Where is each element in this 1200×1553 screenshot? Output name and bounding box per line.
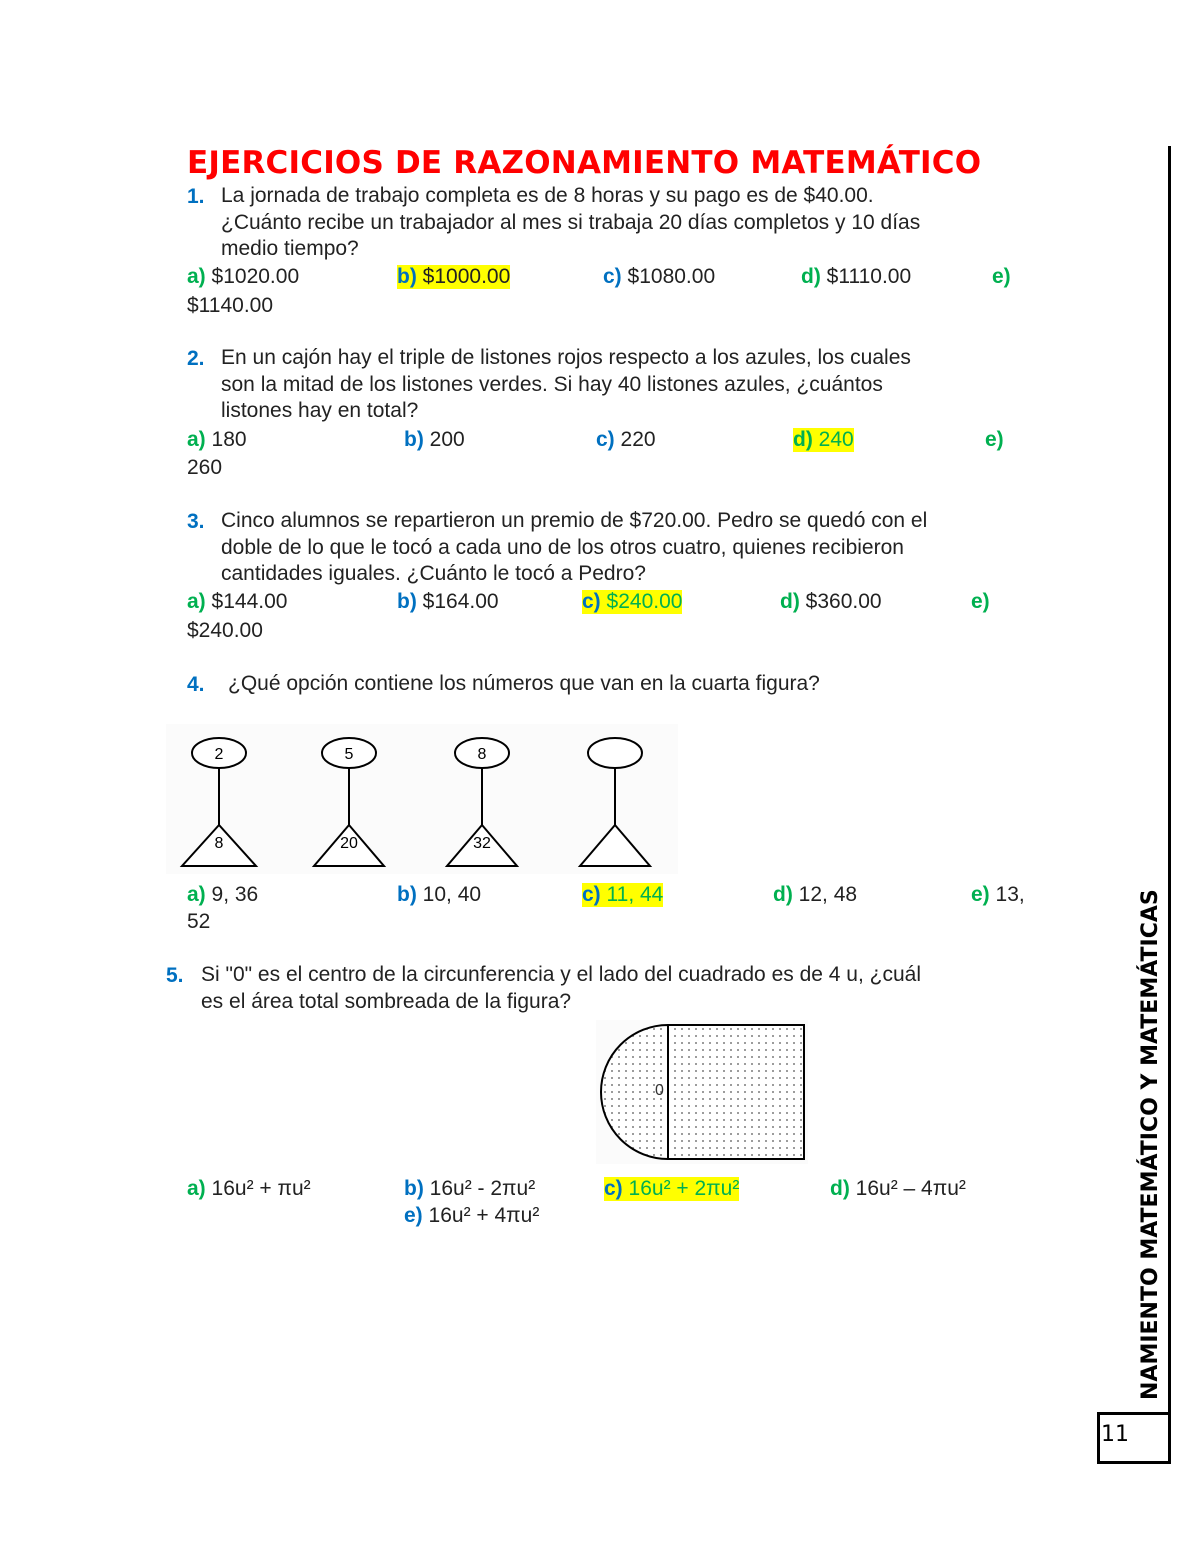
sidebar-divider-line — [1168, 146, 1171, 1414]
number-figures-diagram — [166, 724, 678, 874]
question-5-line: Si "0" es el centro de la circunferencia y el lado del cuadrado es de 4 u, ¿cuál — [201, 963, 921, 986]
question-1-option-e-value: $1140.00 — [187, 294, 274, 317]
square-shape — [668, 1025, 804, 1159]
sidebar-vertical-title: NAMIENTO MATEMÁTICO Y MATEMÁTICAS — [1138, 889, 1163, 1400]
question-1-line: La jornada de trabajo completa es de 8 horas y su pago es de $40.00. — [221, 184, 874, 207]
question-3-option-c: c) $240.00 — [582, 590, 683, 613]
question-5-text — [201, 962, 921, 1015]
question-4-option-e: e) 13, — [971, 883, 1025, 906]
question-2-line: listones hay en total? — [221, 399, 419, 422]
question-2-option-d: d) 240 — [793, 428, 854, 451]
question-3-line: Cinco alumnos se repartieron un premio de $720.00. Pedro se quedó con el — [221, 509, 928, 532]
question-1-line: ¿Cuánto recibe un trabajador al mes si trabaja 20 días completos y 10 días — [221, 210, 921, 234]
question-3-option-d: d) $360.00 — [780, 590, 882, 613]
page-title: EJERCICIOS DE RAZONAMIENTO MATEMÁTICO — [187, 145, 982, 181]
semicircle-square-figure — [596, 1020, 808, 1164]
question-2-option-c: c) 220 — [596, 428, 656, 451]
question-3-option-a: a) $144.00 — [187, 590, 288, 613]
figure-3-bottom-number: 32 — [473, 835, 491, 852]
question-1-option-a: a) $1020.00 — [187, 265, 300, 288]
question-4-option-d: d) 12, 48 — [773, 883, 858, 906]
question-2-text — [221, 345, 911, 425]
question-5-option-e: e) 16u² + 4πu² — [404, 1204, 540, 1227]
question-1-option-c: c) $1080.00 — [603, 265, 716, 288]
question-4-number: 4. — [187, 673, 205, 696]
question-4-option-c: c) 11, 44 — [582, 883, 664, 906]
question-2-number: 2. — [187, 347, 205, 370]
figure-3-top-number: 8 — [477, 746, 487, 763]
question-2-line: son la mitad de los listones verdes. Si hay 40 listones azules, ¿cuántos — [221, 372, 883, 396]
question-3-number: 3. — [187, 510, 205, 533]
question-4-option-b: b) 10, 40 — [397, 883, 482, 906]
question-3-option-e-letter: e) — [971, 590, 990, 613]
question-5-option-b: b) 16u² - 2πu² — [404, 1177, 536, 1200]
question-2-option-b: b) 200 — [404, 428, 465, 451]
figure-1-top-number: 2 — [214, 746, 224, 763]
figure-2-bottom-number: 20 — [340, 835, 358, 852]
figure-2-top-number: 5 — [344, 746, 354, 763]
question-1-option-e-letter: e) — [992, 265, 1011, 288]
question-4-text: ¿Qué opción contiene los números que van en la cuarta figura? — [228, 672, 820, 695]
question-1-option-d: d) $1110.00 — [801, 265, 912, 288]
question-1-number: 1. — [187, 185, 205, 208]
question-5-option-a: a) 16u² + πu² — [187, 1177, 311, 1200]
question-4-option-e-continuation: 52 — [187, 910, 211, 933]
question-3-option-e-value: $240.00 — [187, 619, 263, 642]
figure-1-bottom-number: 8 — [214, 835, 224, 852]
question-3-line: cantidades iguales. ¿Cuánto le tocó a Pedro? — [221, 562, 646, 585]
center-label: 0 — [655, 1082, 664, 1099]
question-1-option-b: b) $1000.00 — [397, 265, 511, 288]
question-4-option-a: a) 9, 36 — [187, 883, 259, 906]
question-2-line: En un cajón hay el triple de listones rojos respecto a los azules, los cuales — [221, 346, 911, 369]
page-number: 11 — [1101, 1422, 1129, 1447]
question-2-option-a: a) 180 — [187, 428, 247, 451]
question-5-number: 5. — [166, 964, 184, 987]
question-2-option-e-value: 260 — [187, 456, 223, 479]
question-3-line: doble de lo que le tocó a cada uno de los otros cuatro, quienes recibieron — [221, 535, 904, 559]
question-2-option-e-letter: e) — [985, 428, 1004, 451]
question-1-line: medio tiempo? — [221, 237, 359, 260]
question-5-option-d: d) 16u² – 4πu² — [830, 1177, 966, 1200]
question-3-option-b: b) $164.00 — [397, 590, 499, 613]
question-5-line: es el área total sombreada de la figura? — [201, 989, 572, 1013]
question-3-text — [221, 508, 927, 588]
question-1-text — [221, 183, 920, 263]
question-5-option-c: c) 16u² + 2πu² — [604, 1177, 740, 1200]
